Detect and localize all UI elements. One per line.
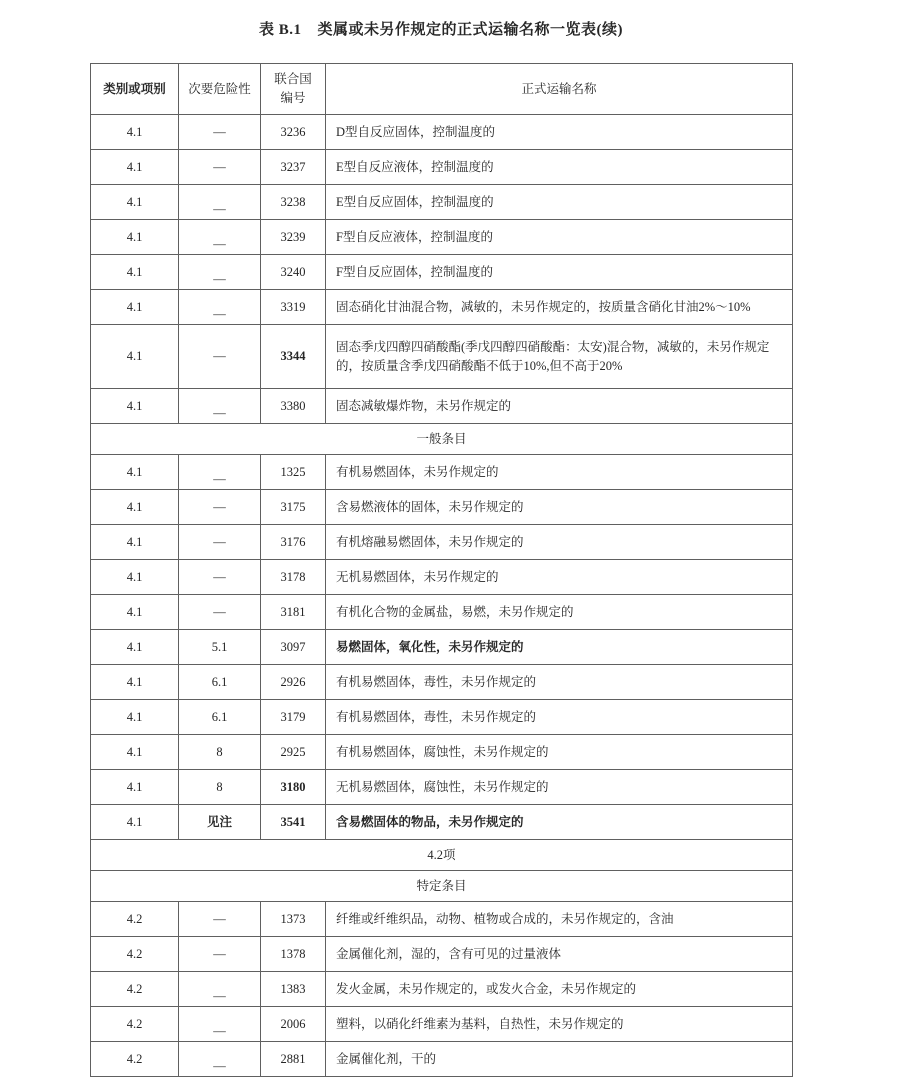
cell-subsidiary-risk bbox=[179, 700, 261, 735]
cell-un-number bbox=[261, 630, 326, 665]
cell-subsidiary-risk-text: 8 bbox=[216, 744, 223, 759]
cell-class-or-division-text: 4.1 bbox=[126, 349, 143, 364]
table-row bbox=[91, 185, 793, 220]
cell-un-number bbox=[261, 220, 326, 255]
cell-un-number-text: 3380 bbox=[280, 398, 306, 413]
cell-un-number bbox=[261, 937, 326, 972]
cell-proper-shipping-name-text: F型自反应液体，控制温度的 bbox=[336, 229, 493, 244]
cell-subsidiary-risk bbox=[179, 1042, 261, 1077]
cell-subsidiary-risk-text: — bbox=[213, 534, 226, 549]
section-row bbox=[91, 871, 793, 902]
cell-un-number bbox=[261, 902, 326, 937]
cell-proper-shipping-name bbox=[326, 255, 793, 290]
cell-un-number-text: 3181 bbox=[280, 604, 306, 619]
cell-proper-shipping-name bbox=[326, 1042, 793, 1077]
cell-class-or-division-text: 4.1 bbox=[126, 639, 143, 654]
cell-class-or-division-text: 4.1 bbox=[126, 814, 143, 829]
header-un-line1: 联合国 bbox=[274, 72, 312, 87]
cell-proper-shipping-name-text: 无机易燃固体，腐蚀性，未另作规定的 bbox=[336, 779, 549, 794]
header-class-or-division: 类别或项别 bbox=[91, 64, 179, 115]
cell-class-or-division bbox=[91, 325, 179, 389]
cell-class-or-division bbox=[91, 185, 179, 220]
cell-class-or-division-text: 4.1 bbox=[126, 229, 143, 244]
section-label: 4.2项 bbox=[91, 840, 793, 871]
cell-proper-shipping-name-text: 含易燃固体的物品，未另作规定的 bbox=[336, 814, 524, 829]
cell-subsidiary-risk-text: — bbox=[213, 236, 226, 251]
cell-proper-shipping-name bbox=[326, 735, 793, 770]
section-row bbox=[91, 424, 793, 455]
cell-class-or-division bbox=[91, 389, 179, 424]
cell-subsidiary-risk bbox=[179, 455, 261, 490]
cell-class-or-division bbox=[91, 525, 179, 560]
cell-class-or-division bbox=[91, 455, 179, 490]
cell-un-number bbox=[261, 150, 326, 185]
cell-subsidiary-risk-text: — bbox=[213, 124, 226, 139]
table-row bbox=[91, 902, 793, 937]
cell-un-number-text: 3236 bbox=[280, 124, 306, 139]
cell-class-or-division bbox=[91, 805, 179, 840]
cell-proper-shipping-name-text: 金属催化剂，湿的，含有可见的过量液体 bbox=[336, 946, 562, 961]
cell-subsidiary-risk bbox=[179, 255, 261, 290]
cell-un-number-text: 2925 bbox=[280, 744, 306, 759]
cell-un-number-text: 3319 bbox=[280, 299, 306, 314]
cell-class-or-division-text: 4.2 bbox=[126, 1016, 143, 1031]
cell-proper-shipping-name bbox=[326, 805, 793, 840]
cell-un-number-text: 3541 bbox=[280, 814, 306, 829]
cell-class-or-division-text: 4.1 bbox=[126, 674, 143, 689]
cell-proper-shipping-name bbox=[326, 937, 793, 972]
cell-proper-shipping-name bbox=[326, 220, 793, 255]
cell-class-or-division bbox=[91, 972, 179, 1007]
cell-class-or-division-text: 4.1 bbox=[126, 194, 143, 209]
cell-class-or-division bbox=[91, 490, 179, 525]
cell-subsidiary-risk-text: 6.1 bbox=[211, 674, 228, 689]
cell-un-number bbox=[261, 665, 326, 700]
cell-class-or-division-text: 4.1 bbox=[126, 398, 143, 413]
cell-proper-shipping-name-text: 有机易燃固体，腐蚀性，未另作规定的 bbox=[336, 744, 549, 759]
cell-un-number bbox=[261, 1007, 326, 1042]
cell-class-or-division-text: 4.1 bbox=[126, 534, 143, 549]
cell-proper-shipping-name bbox=[326, 290, 793, 325]
cell-class-or-division bbox=[91, 630, 179, 665]
cell-class-or-division-text: 4.1 bbox=[126, 779, 143, 794]
table-row bbox=[91, 700, 793, 735]
header-subsidiary-risk: 次要危险性 bbox=[179, 64, 261, 115]
table-row bbox=[91, 255, 793, 290]
cell-class-or-division bbox=[91, 220, 179, 255]
cell-class-or-division bbox=[91, 665, 179, 700]
cell-subsidiary-risk-text: — bbox=[213, 271, 226, 286]
table-body bbox=[91, 115, 793, 1077]
cell-subsidiary-risk bbox=[179, 805, 261, 840]
cell-proper-shipping-name-text: 无机易燃固体，未另作规定的 bbox=[336, 569, 499, 584]
cell-subsidiary-risk-text: — bbox=[213, 201, 226, 216]
cell-proper-shipping-name bbox=[326, 595, 793, 630]
cell-class-or-division-text: 4.2 bbox=[126, 981, 143, 996]
cell-class-or-division bbox=[91, 150, 179, 185]
table-row bbox=[91, 560, 793, 595]
cell-un-number bbox=[261, 389, 326, 424]
cell-proper-shipping-name bbox=[326, 665, 793, 700]
cell-un-number bbox=[261, 735, 326, 770]
cell-proper-shipping-name-text: 有机易燃固体，未另作规定的 bbox=[336, 464, 499, 479]
cell-un-number bbox=[261, 700, 326, 735]
cell-un-number bbox=[261, 185, 326, 220]
cell-class-or-division bbox=[91, 700, 179, 735]
table-row bbox=[91, 630, 793, 665]
cell-un-number-text: 3240 bbox=[280, 264, 306, 279]
cell-proper-shipping-name-text: 易燃固体，氧化性，未另作规定的 bbox=[336, 639, 524, 654]
cell-class-or-division-text: 4.1 bbox=[126, 744, 143, 759]
cell-un-number-text: 3097 bbox=[280, 639, 306, 654]
table-row bbox=[91, 735, 793, 770]
cell-proper-shipping-name bbox=[326, 560, 793, 595]
table-row bbox=[91, 972, 793, 1007]
cell-proper-shipping-name-text: 固态硝化甘油混合物，减敏的，未另作规定的，按质量含硝化甘油2%～10% bbox=[336, 299, 751, 314]
cell-un-number bbox=[261, 255, 326, 290]
cell-un-number-text: 3179 bbox=[280, 709, 306, 724]
cell-subsidiary-risk bbox=[179, 972, 261, 1007]
cell-subsidiary-risk bbox=[179, 525, 261, 560]
cell-class-or-division bbox=[91, 115, 179, 150]
cell-un-number-text: 3175 bbox=[280, 499, 306, 514]
cell-un-number-text: 3344 bbox=[280, 349, 306, 364]
cell-proper-shipping-name bbox=[326, 1007, 793, 1042]
cell-un-number bbox=[261, 972, 326, 1007]
cell-proper-shipping-name bbox=[326, 902, 793, 937]
cell-subsidiary-risk bbox=[179, 630, 261, 665]
cell-subsidiary-risk bbox=[179, 185, 261, 220]
cell-class-or-division-text: 4.1 bbox=[126, 499, 143, 514]
cell-subsidiary-risk bbox=[179, 560, 261, 595]
cell-un-number bbox=[261, 115, 326, 150]
cell-subsidiary-risk-text: — bbox=[213, 988, 226, 1003]
cell-class-or-division bbox=[91, 1042, 179, 1077]
cell-subsidiary-risk-text: 见注 bbox=[206, 814, 232, 829]
cell-class-or-division-text: 4.1 bbox=[126, 124, 143, 139]
cell-class-or-division bbox=[91, 735, 179, 770]
table-row bbox=[91, 150, 793, 185]
table-row bbox=[91, 290, 793, 325]
cell-proper-shipping-name bbox=[326, 525, 793, 560]
table-number: 表 B.1 bbox=[258, 22, 302, 38]
table-row bbox=[91, 595, 793, 630]
cell-proper-shipping-name bbox=[326, 630, 793, 665]
cell-subsidiary-risk bbox=[179, 937, 261, 972]
cell-un-number bbox=[261, 455, 326, 490]
cell-subsidiary-risk-text: — bbox=[213, 946, 226, 961]
cell-proper-shipping-name bbox=[326, 389, 793, 424]
table-row bbox=[91, 665, 793, 700]
cell-un-number-text: 3180 bbox=[280, 779, 306, 794]
cell-class-or-division-text: 4.1 bbox=[126, 159, 143, 174]
cell-proper-shipping-name bbox=[326, 455, 793, 490]
cell-proper-shipping-name-text: 固态季戊四醇四硝酸酯(季戊四醇四硝酸酯：太安)混合物，减敏的，未另作规定的，按质量含季戊四硝酸酯不低于10%,但不高于20% bbox=[336, 339, 770, 373]
cell-proper-shipping-name bbox=[326, 770, 793, 805]
cell-proper-shipping-name-text: 含易燃液体的固体，未另作规定的 bbox=[336, 499, 524, 514]
cell-subsidiary-risk-text: — bbox=[213, 604, 226, 619]
cell-subsidiary-risk-text: — bbox=[213, 159, 226, 174]
cell-proper-shipping-name-text: 固态减敏爆炸物，未另作规定的 bbox=[336, 398, 512, 413]
cell-un-number bbox=[261, 770, 326, 805]
page-title bbox=[90, 18, 792, 39]
cell-subsidiary-risk bbox=[179, 290, 261, 325]
cell-subsidiary-risk bbox=[179, 770, 261, 805]
section-label: 一般条目 bbox=[91, 424, 793, 455]
cell-subsidiary-risk-text: 5.1 bbox=[211, 639, 228, 654]
cell-un-number bbox=[261, 1042, 326, 1077]
cell-proper-shipping-name-text: E型自反应液体，控制温度的 bbox=[336, 159, 494, 174]
table-row bbox=[91, 490, 793, 525]
table-row bbox=[91, 1042, 793, 1077]
cell-un-number bbox=[261, 525, 326, 560]
cell-class-or-division-text: 4.2 bbox=[126, 911, 143, 926]
cell-subsidiary-risk-text: — bbox=[213, 569, 226, 584]
cell-proper-shipping-name-text: E型自反应固体，控制温度的 bbox=[336, 194, 494, 209]
section-label: 特定条目 bbox=[91, 871, 793, 902]
cell-class-or-division bbox=[91, 560, 179, 595]
table-row bbox=[91, 937, 793, 972]
cell-subsidiary-risk bbox=[179, 150, 261, 185]
cell-subsidiary-risk-text: — bbox=[213, 1023, 226, 1038]
cell-class-or-division-text: 4.1 bbox=[126, 464, 143, 479]
cell-subsidiary-risk-text: 6.1 bbox=[211, 709, 228, 724]
cell-proper-shipping-name-text: 有机易燃固体，毒性，未另作规定的 bbox=[336, 709, 537, 724]
cell-subsidiary-risk bbox=[179, 665, 261, 700]
cell-class-or-division-text: 4.1 bbox=[126, 709, 143, 724]
cell-un-number-text: 3176 bbox=[280, 534, 306, 549]
un-shipping-names-table bbox=[90, 63, 793, 1077]
cell-proper-shipping-name bbox=[326, 150, 793, 185]
cell-subsidiary-risk bbox=[179, 595, 261, 630]
cell-subsidiary-risk-text: 8 bbox=[216, 779, 223, 794]
cell-un-number-text: 1378 bbox=[280, 946, 306, 961]
table-row bbox=[91, 115, 793, 150]
cell-subsidiary-risk-text: — bbox=[213, 499, 226, 514]
cell-class-or-division bbox=[91, 595, 179, 630]
table-row bbox=[91, 525, 793, 560]
table-row bbox=[91, 1007, 793, 1042]
cell-un-number bbox=[261, 290, 326, 325]
cell-class-or-division bbox=[91, 902, 179, 937]
cell-subsidiary-risk bbox=[179, 389, 261, 424]
cell-proper-shipping-name-text: 金属催化剂，干的 bbox=[336, 1051, 437, 1066]
cell-class-or-division bbox=[91, 770, 179, 805]
cell-class-or-division bbox=[91, 1007, 179, 1042]
cell-proper-shipping-name bbox=[326, 115, 793, 150]
cell-subsidiary-risk bbox=[179, 735, 261, 770]
table-row bbox=[91, 805, 793, 840]
header-proper-shipping-name: 正式运输名称 bbox=[326, 64, 793, 115]
cell-proper-shipping-name bbox=[326, 185, 793, 220]
cell-un-number-text: 1373 bbox=[280, 911, 306, 926]
cell-un-number bbox=[261, 805, 326, 840]
cell-subsidiary-risk bbox=[179, 325, 261, 389]
cell-un-number-text: 1325 bbox=[280, 464, 306, 479]
cell-un-number-text: 2881 bbox=[280, 1051, 306, 1066]
cell-un-number bbox=[261, 595, 326, 630]
table-row bbox=[91, 455, 793, 490]
cell-subsidiary-risk bbox=[179, 902, 261, 937]
cell-un-number bbox=[261, 560, 326, 595]
cell-subsidiary-risk bbox=[179, 1007, 261, 1042]
cell-proper-shipping-name bbox=[326, 700, 793, 735]
cell-un-number bbox=[261, 325, 326, 389]
cell-proper-shipping-name-text: 有机化合物的金属盐，易燃，未另作规定的 bbox=[336, 604, 574, 619]
cell-class-or-division-text: 4.1 bbox=[126, 264, 143, 279]
cell-un-number-text: 3238 bbox=[280, 194, 306, 209]
cell-un-number-text: 2006 bbox=[280, 1016, 306, 1031]
cell-class-or-division-text: 4.1 bbox=[126, 604, 143, 619]
cell-subsidiary-risk-text: — bbox=[213, 911, 226, 926]
cell-un-number-text: 3239 bbox=[280, 229, 306, 244]
header-un-line2: 编号 bbox=[280, 91, 306, 105]
cell-proper-shipping-name-text: 塑料，以硝化纤维素为基料，自热性，未另作规定的 bbox=[336, 1016, 624, 1031]
cell-proper-shipping-name-text: 纤维或纤维织品，动物、植物或合成的，未另作规定的，含油 bbox=[336, 911, 674, 926]
table-row bbox=[91, 389, 793, 424]
cell-proper-shipping-name-text: 有机熔融易燃固体，未另作规定的 bbox=[336, 534, 524, 549]
cell-subsidiary-risk-text: — bbox=[213, 306, 226, 321]
cell-subsidiary-risk-text: — bbox=[213, 1058, 226, 1073]
cell-subsidiary-risk bbox=[179, 115, 261, 150]
cell-subsidiary-risk-text: — bbox=[213, 405, 226, 420]
cell-un-number-text: 1383 bbox=[280, 981, 306, 996]
cell-class-or-division-text: 4.2 bbox=[126, 946, 143, 961]
table-row bbox=[91, 220, 793, 255]
cell-class-or-division bbox=[91, 255, 179, 290]
cell-proper-shipping-name-text: D型自反应固体，控制温度的 bbox=[336, 124, 496, 139]
cell-class-or-division-text: 4.2 bbox=[126, 1051, 143, 1066]
cell-proper-shipping-name bbox=[326, 325, 793, 389]
cell-class-or-division bbox=[91, 937, 179, 972]
cell-proper-shipping-name-text: F型自反应固体，控制温度的 bbox=[336, 264, 493, 279]
cell-un-number-text: 3237 bbox=[280, 159, 306, 174]
table-title-text: 类属或未另作规定的正式运输名称一览表(续) bbox=[317, 22, 623, 38]
cell-proper-shipping-name-text: 有机易燃固体，毒性，未另作规定的 bbox=[336, 674, 537, 689]
cell-un-number-text: 3178 bbox=[280, 569, 306, 584]
header-row bbox=[91, 64, 793, 115]
cell-proper-shipping-name bbox=[326, 972, 793, 1007]
section-row bbox=[91, 840, 793, 871]
cell-proper-shipping-name bbox=[326, 490, 793, 525]
cell-subsidiary-risk bbox=[179, 490, 261, 525]
cell-class-or-division bbox=[91, 290, 179, 325]
cell-proper-shipping-name-text: 发火金属，未另作规定的，或发火合金，未另作规定的 bbox=[336, 981, 637, 996]
cell-subsidiary-risk-text: — bbox=[213, 471, 226, 486]
cell-subsidiary-risk bbox=[179, 220, 261, 255]
cell-subsidiary-risk-text: — bbox=[213, 349, 226, 364]
cell-class-or-division-text: 4.1 bbox=[126, 569, 143, 584]
table-row bbox=[91, 325, 793, 389]
header-un-number bbox=[261, 64, 326, 115]
cell-un-number-text: 2926 bbox=[280, 674, 306, 689]
cell-un-number bbox=[261, 490, 326, 525]
table-row bbox=[91, 770, 793, 805]
cell-class-or-division-text: 4.1 bbox=[126, 299, 143, 314]
